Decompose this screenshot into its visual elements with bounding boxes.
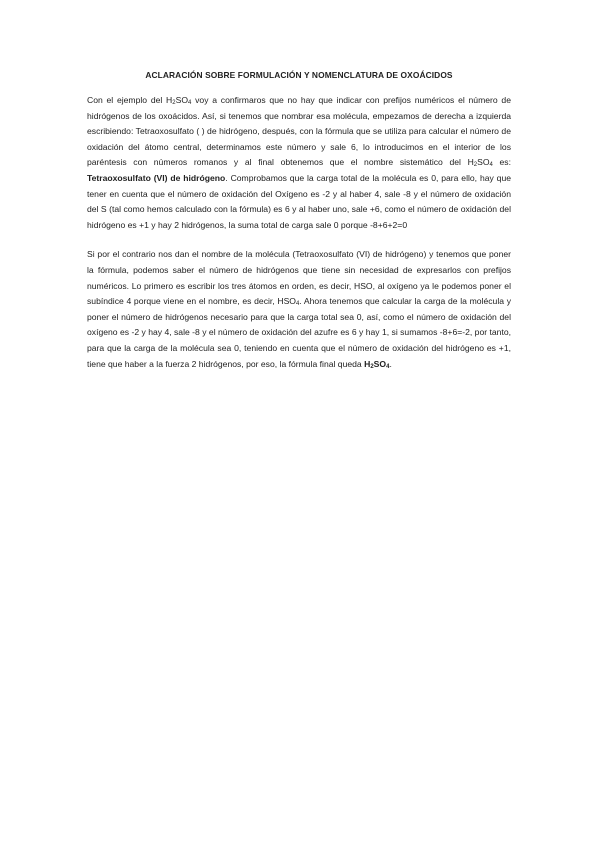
p1-sub-2: 4 <box>188 100 192 106</box>
document-title: ACLARACIÓN SOBRE FORMULACIÓN Y NOMENCLATURA DE OXOÁCIDOS <box>145 70 453 80</box>
p1-text-5: es: <box>492 157 511 168</box>
p2-formula-so: SO <box>373 358 387 369</box>
p2-sub-1: 4 <box>295 301 300 308</box>
p2-text-2: . Ahora tenemos que calcular la carga de la molécula y poner el número de hidrógenos necesario para que la carga total sea 0, así, como el número de oxidación del oxígeno es -2 y hay 4, sale -8 y el número de oxidación del azufre es 6 y hay 1, si sumamos -8+6=-2, por tanto, para que la carga de la molécula sea 0, teniendo en cuenta que el número de oxidación del hidrógeno es +1, tiene que haber a la fuerza 2 hidrógenos, por eso, la fórmula final queda <box>87 296 511 369</box>
p1-sub-3: 2 <box>473 162 478 169</box>
p1-text-1: Con el ejemplo del H <box>87 95 173 105</box>
p1-sub-1: 2 <box>172 100 176 106</box>
paragraph-2 <box>87 247 511 372</box>
p1-text-4: SO <box>477 157 490 168</box>
paragraph-1 <box>87 93 511 233</box>
p2-formula <box>364 358 392 370</box>
p2-formula-sub-2: 4 <box>386 363 390 370</box>
p1-sub-4: 4 <box>489 162 493 169</box>
p1-bold-name: Tetraoxosulfato (VI) de hidrógeno <box>87 172 226 183</box>
p1-text-3: voy a confirmaros que no hay que indicar con prefijos numéricos el número de hidrógenos de los oxoácidos. Así, si tenemos que nombrar esa molécula, empezamos de derecha a izquierda escribiendo: Tetraoxosulfato ( ) de hidrógeno, después, con la fórmula que se utiliza para calcular el número de oxidación del átomo central, determinamos este número y sale 6, lo introducimos en el interior de los paréntesis con números romanos y al final obtenemos que el nombre sistemático del H <box>87 95 511 168</box>
p2-formula-h: H <box>364 358 371 369</box>
p2-text-1: Si por el contrario nos dan el nombre de la molécula (Tetraoxosulfato (VI) de hidrógeno) y tenemos que poner la fórmula, podemos saber el número de hidrógenos que tiene sin necesidad de expresarlos con prefijos numéricos. Lo primero es escribir los tres átomos en orden, es decir, HSO, al oxígeno ya le podemos poner el subíndice 4 porque viene en el nombre, es decir, HSO <box>87 249 511 307</box>
p2-end: . <box>389 358 392 369</box>
p2-formula-sub-1: 2 <box>370 363 374 370</box>
p1-text-2: SO <box>175 95 189 105</box>
p1-text-6: . Comprobamos que la carga total de la molécula es 0, para ello, hay que tener en cuenta que el número de oxidación del Oxígeno es -2 y al haber 4, sale -8 y el número de oxidación del S (tal como hemos calculado con la fórmula) es 6 y al haber uno, sale +6, como el número de oxidación del hidrógeno es +1 y hay 2 hidrógenos, la suma total de carga sale 0 porque -8+6+2=0 <box>87 172 511 230</box>
